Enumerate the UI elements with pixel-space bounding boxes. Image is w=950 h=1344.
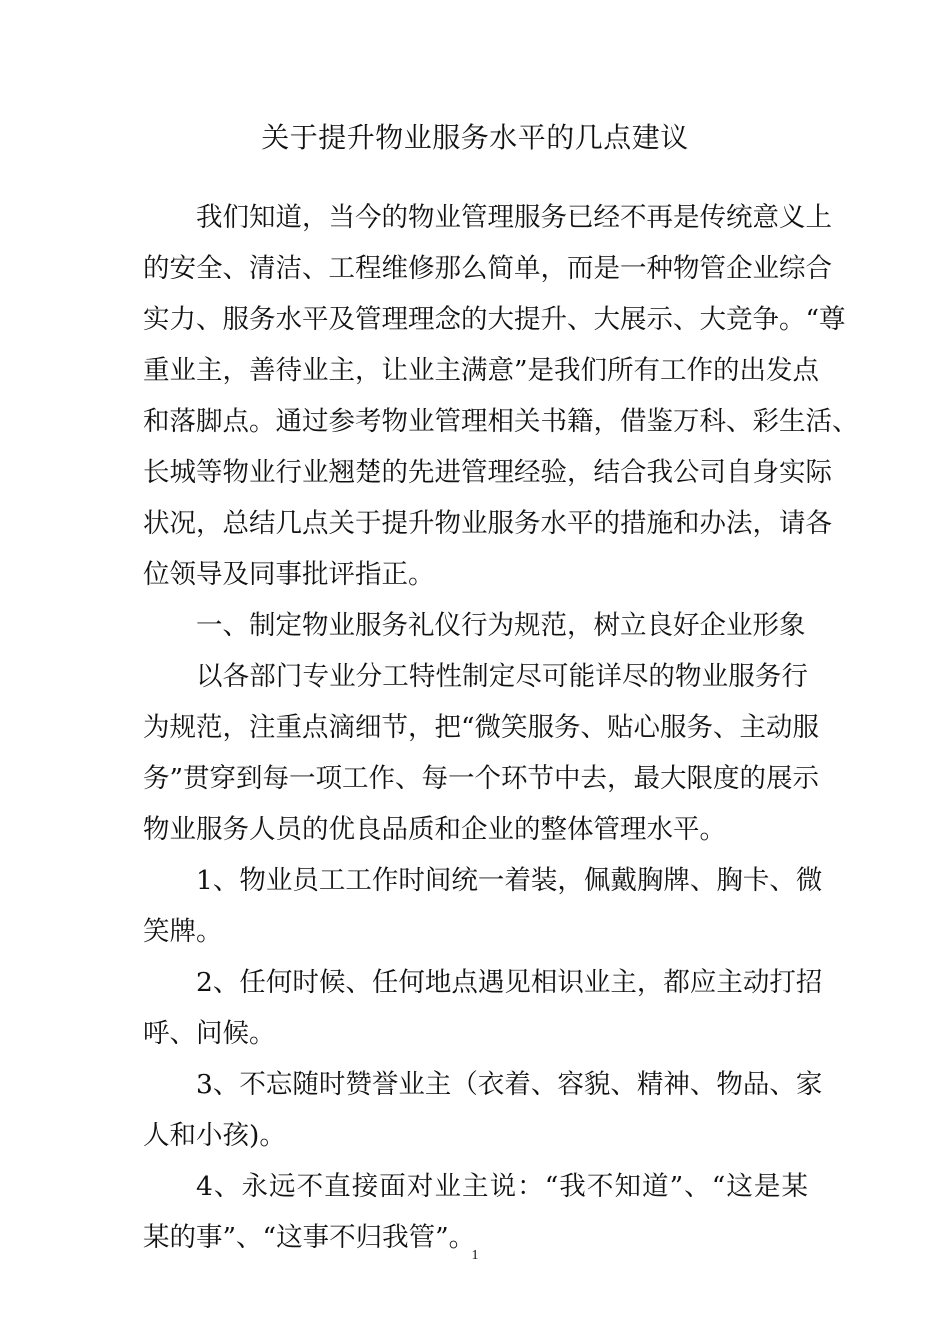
section-heading: 一、制定物业服务礼仪行为规范，树立良好企业形象 — [196, 610, 806, 641]
paragraph-line: 重业主，善待业主，让业主满意”是我们所有工作的出发点 — [143, 355, 820, 386]
paragraph-line: 状况，总结几点关于提升物业服务水平的措施和办法，请各 — [143, 508, 832, 539]
paragraph-line: 务”贯穿到每一项工作、每一个环节中去，最大限度的展示 — [143, 763, 820, 794]
list-item-line: 2、任何时候、任何地点遇见相识业主，都应主动打招 — [196, 967, 823, 998]
paragraph-line: 的安全、清洁、工程维修那么简单，而是一种物管企业综合 — [143, 253, 832, 284]
list-item-line: 呼、问候。 — [143, 1018, 276, 1049]
paragraph-line: 实力、服务水平及管理理念的大提升、大展示、大竞争。“尊 — [143, 304, 846, 335]
list-item-line: 4、永远不直接面对业主说：“我不知道”、“这是某 — [196, 1171, 808, 1202]
list-item-line: 1、物业员工工作时间统一着装，佩戴胸牌、胸卡、微 — [196, 865, 823, 896]
paragraph-line: 位领导及同事批评指正。 — [143, 559, 435, 590]
page-number: 1 — [471, 1248, 479, 1263]
paragraph-line: 为规范，注重点滴细节，把“微笑服务、贴心服务、主动服 — [143, 712, 820, 743]
paragraph-line: 和落脚点。通过参考物业管理相关书籍，借鉴万科、彩生活、 — [143, 406, 859, 437]
document-title: 关于提升物业服务水平的几点建议 — [261, 121, 689, 154]
paragraph-line: 物业服务人员的优良品质和企业的整体管理水平。 — [143, 814, 726, 845]
paragraph-line: 以各部门专业分工特性制定尽可能详尽的物业服务行 — [196, 661, 808, 692]
list-item-line: 笑牌。 — [143, 916, 223, 947]
list-item-line: 某的事”、“这事不归我管”。 — [143, 1222, 476, 1253]
list-item-line: 人和小孩)。 — [143, 1120, 286, 1151]
list-item-line: 3、不忘随时赞誉业主（衣着、容貌、精神、物品、家 — [196, 1069, 823, 1100]
paragraph-line: 我们知道，当今的物业管理服务已经不再是传统意义上 — [196, 202, 832, 233]
paragraph-line: 长城等物业行业翘楚的先进管理经验，结合我公司自身实际 — [143, 457, 832, 488]
